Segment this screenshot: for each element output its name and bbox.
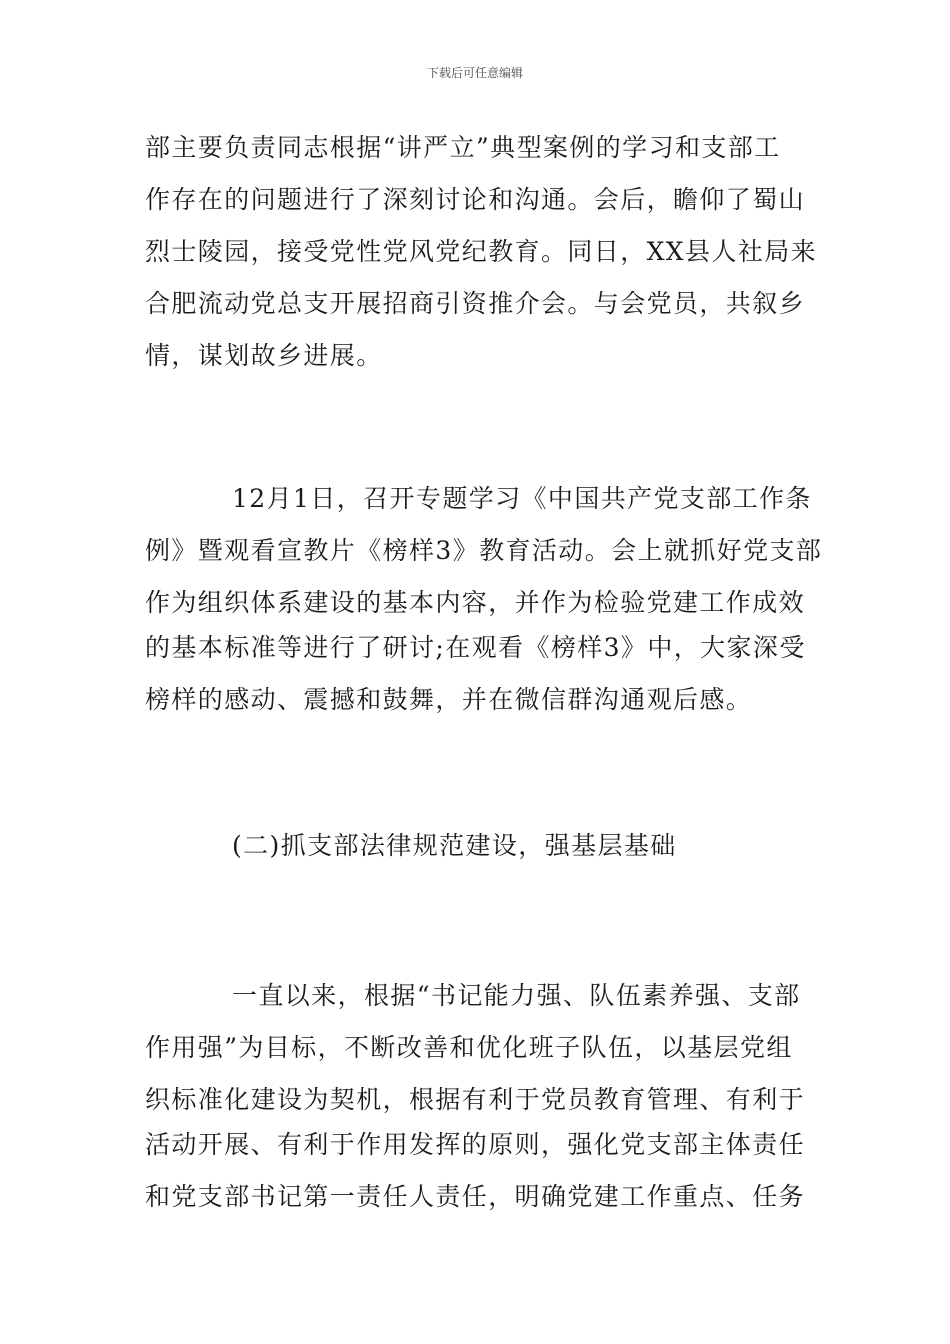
text-line: 烈士陵园，接受党性党风党纪教育。同日，XX县人社局来 — [145, 237, 817, 266]
text-line: 12月1日，召开专题学习《中国共产党支部工作条 — [232, 484, 812, 513]
text-line: (二)抓支部法律规范建设，强基层基础 — [232, 831, 677, 860]
text-line: 织标准化建设为契机，根据有利于党员教育管理、有利于 — [145, 1085, 806, 1114]
text-line: 部主要负责同志根据“讲严立”典型案例的学习和支部工 — [145, 133, 781, 162]
text-line: 和党支部书记第一责任人责任，明确党建工作重点、任务 — [145, 1182, 806, 1211]
page-header: 下载后可任意编辑 — [426, 66, 523, 80]
text-line: 例》暨观看宣教片《榜样3》教育活动。会上就抓好党支部 — [145, 536, 823, 565]
text-line: 一直以来，根据“书记能力强、队伍素养强、支部 — [232, 981, 801, 1010]
text-line: 情，谋划故乡进展。 — [145, 341, 383, 370]
text-line: 作用强”为目标，不断改善和优化班子队伍，以基层党组 — [145, 1033, 793, 1062]
text-line: 合肥流动党总支开展招商引资推介会。与会党员，共叙乡 — [145, 289, 806, 318]
text-line: 的基本标准等进行了研讨;在观看《榜样3》中，大家深受 — [145, 633, 806, 662]
text-line: 活动开展、有利于作用发挥的原则，强化党支部主体责任 — [145, 1130, 806, 1159]
text-line: 作存在的问题进行了深刻讨论和沟通。会后，瞻仰了蜀山 — [145, 185, 806, 214]
text-line: 榜样的感动、震撼和鼓舞，并在微信群沟通观后感。 — [145, 685, 753, 714]
text-line: 作为组织体系建设的基本内容，并作为检验党建工作成效 — [145, 588, 806, 617]
